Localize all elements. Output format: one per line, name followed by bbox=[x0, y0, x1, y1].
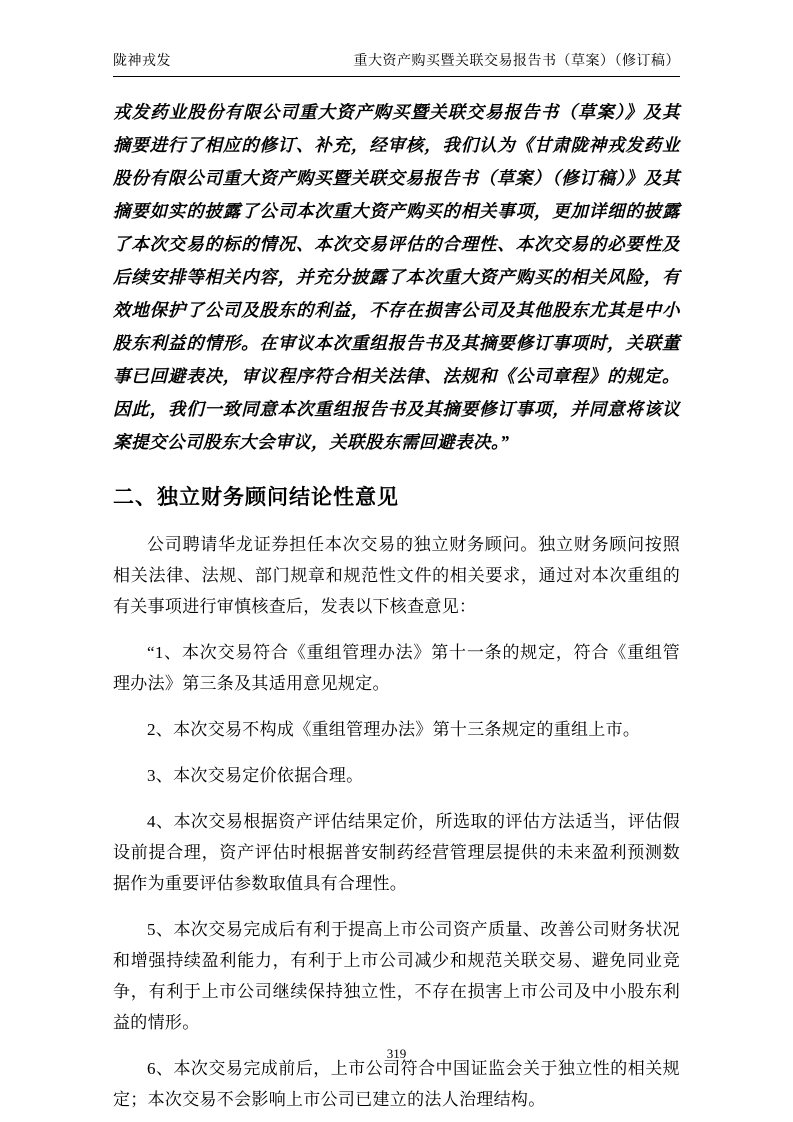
section-intro-paragraph: 公司聘请华龙证券担任本次交易的独立财务顾问。独立财务顾问按照相关法律、法规、部门规章和规范性文件的相关要求，通过对本次重组的有关事项进行审慎核查后，发表以下核查意见： bbox=[113, 535, 680, 616]
header-company-name: 陇神戎发 bbox=[113, 54, 171, 69]
opinion-item-1: “1、本次交易符合《重组管理办法》第十一条的规定，符合《重组管理办法》第三条及其适用意见规定。 bbox=[113, 643, 680, 693]
continued-quote-paragraph: 戎发药业股份有限公司重大资产购买暨关联交易报告书（草案）》及其摘要进行了相应的修订、补充，经审核，我们认为《甘肃陇神戎发药业股份有限公司重大资产购买暨关联交易报告书（草案）（修订稿）》及其摘要如实的披露了公司本次重大资产购买的相关事项，更加详细的披露了本次交易的标的情况、本次交易评估的合理性、本次交易的必要性及后续安排等相关内容，并充分披露了本次重大资产购买的相关风险，有效地保护了公司及股东的利益，不存在损害公司及其他股东尤其是中小股东利益的情形。在审议本次重组报告书及其摘要修订事项时，关联董事已回避表决，审议程序符合相关法律、法规和《公司章程》的规定。因此，我们一致同意本次重组报告书及其摘要修订事项，并同意将该议案提交公司股东大会审议，关联股东需回避表决。” bbox=[113, 102, 680, 452]
opinion-item-6: 6、本次交易完成前后，上市公司符合中国证监会关于独立性的相关规定；本次交易不会影响上市公司已建立的法人治理结构。 bbox=[113, 1059, 680, 1109]
section-heading: 二、独立财务顾问结论性意见 bbox=[113, 486, 399, 509]
opinion-item-2: 2、本次交易不构成《重组管理办法》第十三条规定的重组上市。 bbox=[147, 720, 641, 739]
running-header bbox=[113, 50, 680, 77]
page-number: 319 bbox=[386, 1046, 407, 1061]
header-document-title: 重大资产购买暨关联交易报告书（草案）（修订稿） bbox=[353, 54, 680, 69]
opinion-item-5: 5、本次交易完成后有利于提高上市公司资产质量、改善公司财务状况和增强持续盈利能力，有利于上市公司减少和规范关联交易、避免同业竞争，有利于上市公司继续保持独立性，不存在损害上市公司及中小股东利益的情形。 bbox=[113, 920, 680, 1032]
opinion-item-4: 4、本次交易根据资产评估结果定价，所选取的评估方法适当，评估假设前提合理，资产评估时根据普安制药经营管理层提供的未来盈利预测数据作为重要评估参数取值具有合理性。 bbox=[113, 812, 680, 893]
opinion-item-3: 3、本次交易定价依据合理。 bbox=[147, 766, 364, 785]
